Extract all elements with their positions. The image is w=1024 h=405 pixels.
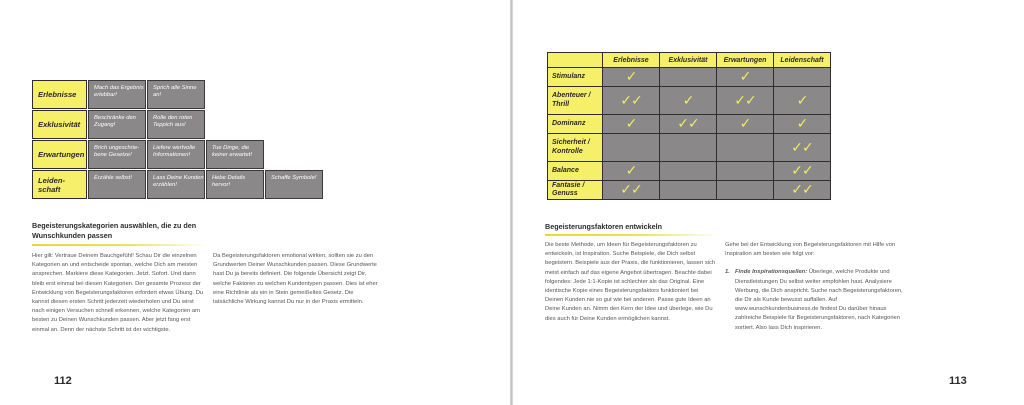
- matrix-cell: [774, 115, 831, 134]
- matrix-cell: [660, 134, 717, 162]
- matrix-cell: [717, 87, 774, 115]
- matrix-row: [548, 87, 831, 115]
- matrix-row-label: Abenteuer / Thrill: [548, 87, 603, 115]
- left-heading-rule: [32, 244, 207, 246]
- check-icon: ✓✓: [734, 92, 756, 109]
- right-body-intro: Gehe bei der Entwicklung von Begeisterungsfaktoren mit Hilfe von Inspiration am besten wie folgt vor:: [725, 242, 896, 258]
- check-icon: ✓: [739, 69, 751, 85]
- right-body-col1: Die beste Methode, um Ideen für Begeisterungsfaktoren zu entwickeln, ist Inspiration. Suche Beispiele, die Dich selbst begeistern. Beispiele aus der Praxis, die funktionieren, lassen sich meist einfach auf das eigene Angebot übertragen. Beachte dabei folgendes: Jede 1:1-Kopie ist schlechter als das Original. Eine identische Kopie eines Begeisterungsfaktors funktioniert bei Deinen Kunden nie so gut wie bei anderen. Passe gute Ideen an Deine Kunden an. Nimm den Kern der Idee und überlege, wie Du dies auch für Deine Kunden ermöglichen kannst.: [545, 242, 716, 322]
- category-tip-cell: Schaffe Symbole!: [265, 170, 323, 199]
- matrix-column-header: Erwartungen: [717, 53, 774, 68]
- matrix-cell: [603, 162, 660, 181]
- matrix-cell: [660, 68, 717, 87]
- matrix-column-header: Leidenschaft: [774, 53, 831, 68]
- matrix-cell: [603, 181, 660, 200]
- category-row: [32, 110, 323, 139]
- category-label: Exklusivität: [32, 110, 87, 139]
- check-icon: ✓✓: [620, 92, 642, 109]
- right-heading-rule: [545, 234, 720, 236]
- matrix-row-label: Dominanz: [548, 115, 603, 134]
- category-label: Erwartungen: [32, 140, 87, 169]
- left-body-col1: Hier gilt: Vertraue Deinem Bauchgefühl! Schau Dir die einzelnen Kategorien an und entscheide spontan, welche Dich am meisten ansprechen. Markiere diese Kategorien. Jetzt. Sofort. Und dann bleib erst einmal bei diesen Kategorien. Der gesamte Prozess der Entwicklung von Begeisterungsfaktoren erfordert etwas Übung. Du kannst diesen ersten Schritt jederzeit wiederholen und Du wirst nach einigen Versuchen schnell erkennen, welche Kategorien am besten zu Deinen Wunschkunden passen. Aber jetzt fang erst einmal an. Denn der nächste Schritt ist der wichtigste.: [32, 253, 204, 333]
- check-icon: ✓✓: [791, 139, 813, 156]
- check-icon: ✓✓: [791, 182, 813, 198]
- matrix-cell: [603, 87, 660, 115]
- category-tip-cell: Erzähle selbst!: [88, 170, 146, 199]
- matrix-cell: [717, 134, 774, 162]
- matrix-row: [548, 115, 831, 134]
- matrix-corner: [548, 53, 603, 68]
- factor-matrix-table: [547, 52, 831, 200]
- matrix-column-header: Erlebnisse: [603, 53, 660, 68]
- matrix-cell: [717, 181, 774, 200]
- category-row: [32, 80, 323, 109]
- right-body-col2: [725, 241, 903, 333]
- category-tip-cell: Lass Deine Kunden erzählen!: [147, 170, 205, 199]
- matrix-cell: [717, 68, 774, 87]
- category-label: Leiden-schaft: [32, 170, 87, 199]
- left-body-col2: Da Begeisterungsfaktoren emotional wirken, sollten sie zu den Grundwerten Deiner Wunschkunden passen. Diese Grundwerte hast Du ja bereits definiert. Die folgende Übersicht zeigt Dir, welche Faktoren zu welchen Kundentypen passen. Dies ist eher eine Richtlinie als ein in Stein gemeißeltes Gesetz. Die tatsächliche Wirkung kannst Du nur in der Praxis ermitteln.: [213, 253, 378, 306]
- check-icon: ✓: [682, 92, 694, 109]
- check-icon: ✓: [796, 92, 808, 109]
- matrix-cell: [660, 87, 717, 115]
- list-item-body: Überlege, welche Produkte und Dienstleistungen Du selbst weiter empfohlen hast. Analysiere Werbung, die Dich anspricht. Suche nach Begeisterungsfaktoren, die Dir als Kunde bewusst auffallen. Auf www.wunschkundenbusiness.de findest Du darüber hinaus zahlreiche Beispiele für Begeisterungsfaktoren, nach Kategorien sortiert. Also lass Dich inspirieren.: [735, 269, 903, 331]
- matrix-row: [548, 68, 831, 87]
- category-tip-cell: Liefere wertvolle Informationen!: [147, 140, 205, 169]
- matrix-cell: [660, 115, 717, 134]
- check-icon: ✓: [625, 69, 637, 85]
- matrix-cell: [774, 68, 831, 87]
- check-icon: ✓✓: [791, 163, 813, 179]
- category-tip-cell: Mach das Ergebnis erlebbar!: [88, 80, 146, 109]
- left-heading: Begeisterungskategorien auswählen, die zu den Wunschkunden passen: [32, 221, 197, 240]
- category-tip-cell: Hebe Details hervor!: [206, 170, 264, 199]
- category-tip-cell: Rolle den roten Teppich aus!: [147, 110, 205, 139]
- matrix-row: [548, 162, 831, 181]
- list-number: 1.: [725, 269, 730, 276]
- category-tip-cell: Beschränke den Zugang!: [88, 110, 146, 139]
- matrix-cell: [717, 162, 774, 181]
- category-row: [32, 170, 323, 199]
- matrix-row-label: Stimulanz: [548, 68, 603, 87]
- matrix-cell: [603, 134, 660, 162]
- inspiration-list-item: [725, 268, 903, 332]
- category-tip-cell: Tue Dinge, die keiner erwartet!: [206, 140, 264, 169]
- check-icon: ✓: [625, 163, 637, 179]
- page-number-right: 113: [949, 375, 967, 387]
- check-icon: ✓: [739, 116, 751, 132]
- matrix-row-label: Balance: [548, 162, 603, 181]
- check-icon: ✓: [625, 116, 637, 132]
- category-tip-cell: Brich ungeschrie-bene Gesetze!: [88, 140, 146, 169]
- matrix-row-label: Sicherheit / Kontrolle: [548, 134, 603, 162]
- check-icon: ✓✓: [677, 116, 699, 132]
- category-staircase-table: [32, 80, 323, 200]
- category-row: [32, 140, 323, 169]
- check-icon: ✓✓: [620, 182, 642, 198]
- matrix-row: [548, 134, 831, 162]
- matrix-cell: [660, 181, 717, 200]
- matrix-cell: [774, 87, 831, 115]
- category-tip-cell: Sprich alle Sinne an!: [147, 80, 205, 109]
- check-icon: ✓: [796, 116, 808, 132]
- matrix-row-label: Fantasie / Genuss: [548, 181, 603, 200]
- matrix-cell: [774, 134, 831, 162]
- right-heading: Begeisterungsfaktoren entwickeln: [545, 222, 663, 231]
- matrix-header-row: [548, 53, 831, 68]
- matrix-row: [548, 181, 831, 200]
- matrix-cell: [603, 115, 660, 134]
- list-item-title: Finde Inspirationsquellen:: [735, 269, 808, 276]
- page-number-left: 112: [54, 375, 72, 387]
- matrix-cell: [603, 68, 660, 87]
- matrix-cell: [660, 162, 717, 181]
- matrix-cell: [717, 115, 774, 134]
- left-page: [0, 0, 510, 405]
- category-label: Erlebnisse: [32, 80, 87, 109]
- matrix-cell: [774, 181, 831, 200]
- matrix-cell: [774, 162, 831, 181]
- matrix-column-header: Exklusivität: [660, 53, 717, 68]
